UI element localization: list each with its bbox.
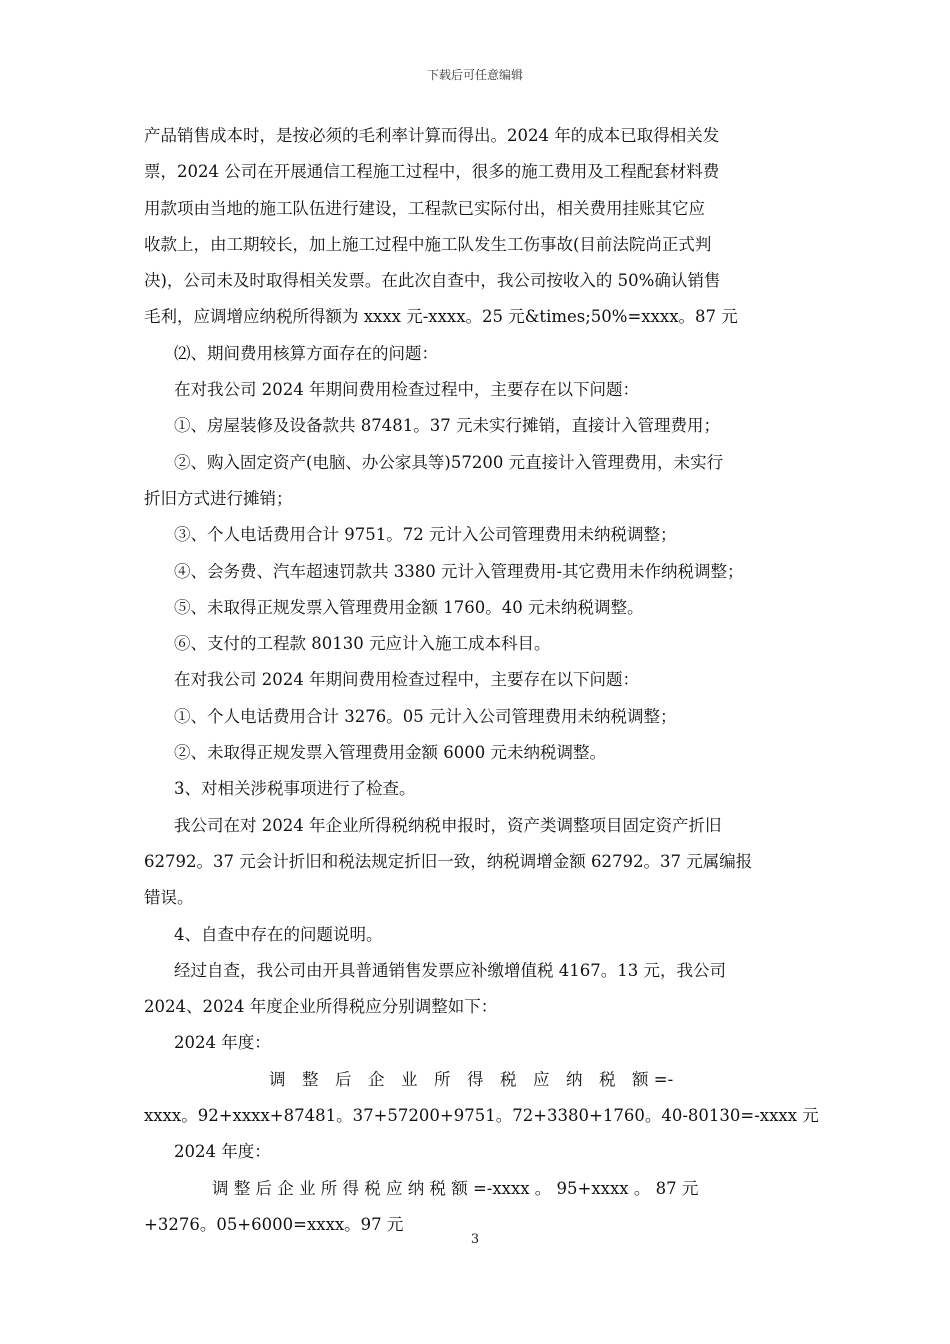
list-item: ①、个人电话费用合计 3276。05 元计入公司管理费用未纳税调整； xyxy=(174,706,677,726)
formula-line: +3276。05+6000=xxxx。97 元 xyxy=(144,1214,404,1234)
page-header: 下载后可任意编辑 xyxy=(426,68,523,82)
paragraph-line: 我公司在对 2024 年企业所得税纳税申报时，资产类调整项目固定资产折旧 xyxy=(174,815,722,835)
paragraph-line: 62792。37 元会计折旧和税法规定折旧一致，纳税调增金额 62792。37 元属编报 xyxy=(144,851,753,871)
paragraph-line: 用款项由当地的施工队伍进行建设，工程款已实际付出，相关费用挂账其它应 xyxy=(144,198,705,218)
paragraph-line: 经过自查，我公司由开具普通销售发票应补缴增值税 4167。13 元，我公司 xyxy=(174,960,726,980)
section-heading: 3、对相关涉税事项进行了检查。 xyxy=(174,779,416,799)
list-item: ①、房屋装修及设备款共 87481。37 元未实行摊销，直接计入管理费用； xyxy=(174,416,720,436)
section-heading: 4、自查中存在的问题说明。 xyxy=(174,924,383,944)
list-item: ③、个人电话费用合计 9751。72 元计入公司管理费用未纳税调整； xyxy=(174,525,677,545)
year-heading: 2024 年度： xyxy=(174,1142,271,1162)
list-item: ②、购入固定资产(电脑、办公家具等)57200 元直接计入管理费用，未实行 xyxy=(174,452,724,472)
document-body xyxy=(144,118,819,1243)
formula-line: 调 整 后 企 业 所 得 税 应 纳 税 额 =- xyxy=(269,1069,674,1089)
list-item: ⑥、支付的工程款 80130 元应计入施工成本科目。 xyxy=(174,634,551,654)
paragraph-line: 2024、2024 年度企业所得税应分别调整如下： xyxy=(144,997,498,1017)
paragraph-line: 在对我公司 2024 年期间费用检查过程中，主要存在以下问题： xyxy=(174,380,639,400)
paragraph-line: 毛利，应调增应纳税所得额为 xxxx 元-xxxx。25 元&times;50%=xxxx。87 元 xyxy=(144,307,738,327)
paragraph-line: 票，2024 公司在开展通信工程施工过程中，很多的施工费用及工程配套材料费 xyxy=(144,162,720,182)
list-item-continuation: 折旧方式进行摊销； xyxy=(144,488,293,508)
list-item: ④、会务费、汽车超速罚款共 3380 元计入管理费用-其它费用未作纳税调整； xyxy=(174,561,744,581)
formula-line: xxxx。92+xxxx+87481。37+57200+9751。72+3380+1760。40-80130=-xxxx 元 xyxy=(144,1106,819,1126)
paragraph-line: 产品销售成本时，是按必须的毛利率计算而得出。2024 年的成本已取得相关发 xyxy=(144,126,720,145)
year-heading: 2024 年度： xyxy=(174,1033,271,1053)
paragraph-line: 决)，公司未及时取得相关发票。在此次自查中，我公司按收入的 50%确认销售 xyxy=(144,271,721,291)
paragraph-line: 在对我公司 2024 年期间费用检查过程中，主要存在以下问题： xyxy=(174,670,639,690)
paragraph-line: 错误。 xyxy=(144,888,194,908)
paragraph-line: 收款上，由工期较长，加上施工过程中施工队发生工伤事故(目前法院尚正式判 xyxy=(144,234,712,254)
page-number: 3 xyxy=(470,1232,480,1247)
list-item: ②、未取得正规发票入管理费用金额 6000 元未纳税调整。 xyxy=(174,743,606,763)
list-item: ⑤、未取得正规发票入管理费用金额 1760。40 元未纳税调整。 xyxy=(174,597,644,617)
formula-line: 调 整 后 企 业 所 得 税 应 纳 税 额 =-xxxx 。 95+xxxx 。 87 元 xyxy=(212,1178,699,1198)
section-heading: ⑵、期间费用核算方面存在的问题： xyxy=(174,343,438,363)
